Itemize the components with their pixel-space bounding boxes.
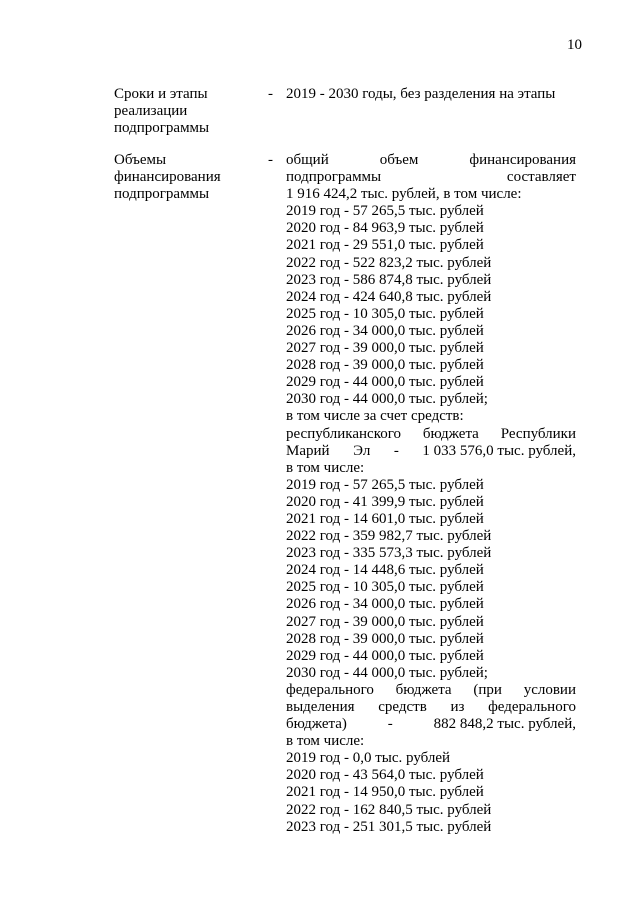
word: (при: [473, 681, 502, 698]
word: условии: [523, 681, 576, 698]
year-line: 2023 год - 335 573,3 тыс. рублей: [286, 545, 492, 562]
word: общий: [286, 152, 329, 168]
year-line: 2021 год - 14 950,0 тыс. рублей: [286, 784, 484, 801]
intro-line: [286, 169, 576, 186]
label-line: финансирования: [114, 169, 221, 186]
year-line: 2026 год - 34 000,0 тыс. рублей: [286, 596, 484, 613]
year-line: 2020 год - 43 564,0 тыс. рублей: [286, 767, 484, 784]
word: -: [393, 442, 399, 459]
deadlines-value: [286, 86, 576, 103]
word: выделения: [286, 699, 355, 715]
sources-intro: в том числе за счет средств:: [286, 408, 464, 425]
word: средств: [378, 699, 427, 715]
year-line: 2021 год - 14 601,0 тыс. рублей: [286, 510, 484, 527]
row-dash: -: [268, 152, 273, 168]
label-line: подпрограммы: [114, 186, 210, 203]
republic-line: [286, 443, 576, 460]
word: бюджета: [395, 681, 452, 698]
year-line: 2019 год - 0,0 тыс. рублей: [286, 750, 451, 767]
year-line: 2020 год - 84 963,9 тыс. рублей: [286, 220, 484, 237]
year-line: 2030 год - 44 000,0 тыс. рублей;: [286, 664, 488, 681]
word: бюджета): [286, 716, 347, 733]
year-line: 2022 год - 522 823,2 тыс. рублей: [286, 254, 492, 271]
funding-label: [114, 152, 264, 203]
word: из: [450, 699, 465, 715]
year-line: 2028 год - 39 000,0 тыс. рублей: [286, 630, 484, 647]
year-line: 2024 год - 14 448,6 тыс. рублей: [286, 562, 484, 579]
word: подпрограммы: [286, 169, 382, 186]
funding-value: [286, 152, 576, 836]
year-line: 2023 год - 251 301,5 тыс. рублей: [286, 818, 492, 835]
word: бюджета: [422, 425, 479, 442]
republic-incl: в том числе:: [286, 459, 365, 476]
federal-line: [286, 699, 576, 716]
year-line: 2019 год - 57 265,5 тыс. рублей: [286, 476, 484, 493]
word: 882 848,2 тыс. рублей,: [433, 716, 576, 733]
intro-line: [286, 152, 576, 169]
word: Республики: [500, 425, 576, 442]
year-line: 2025 год - 10 305,0 тыс. рублей: [286, 305, 484, 322]
year-line: 2021 год - 29 551,0 тыс. рублей: [286, 237, 484, 254]
year-line: 2028 год - 39 000,0 тыс. рублей: [286, 357, 484, 374]
word: объем: [379, 152, 419, 168]
word: республиканского: [286, 425, 401, 442]
federal-line: [286, 716, 576, 733]
word: составляет: [506, 169, 576, 186]
year-line: 2022 год - 162 840,5 тыс. рублей: [286, 801, 492, 818]
label-line: подпрограммы: [114, 120, 210, 137]
label-line: Сроки и этапы: [114, 86, 208, 102]
year-line: 2020 год - 41 399,9 тыс. рублей: [286, 493, 484, 510]
deadlines-label: [114, 86, 264, 137]
year-line: 2023 год - 586 874,8 тыс. рублей: [286, 271, 492, 288]
year-line: 2025 год - 10 305,0 тыс. рублей: [286, 579, 484, 596]
year-line: 2022 год - 359 982,7 тыс. рублей: [286, 528, 492, 545]
value-line: 2019 - 2030 годы, без разделения на этапы: [286, 86, 556, 102]
word: Марий: [286, 442, 330, 459]
federal-line: [286, 682, 576, 699]
year-line: 2029 год - 44 000,0 тыс. рублей: [286, 374, 484, 391]
label-line: Объемы: [114, 152, 167, 168]
word: -: [387, 716, 393, 733]
year-line: 2027 год - 39 000,0 тыс. рублей: [286, 340, 484, 357]
row-dash: -: [268, 86, 273, 102]
word: федерального: [488, 699, 576, 715]
label-line: реализации: [114, 103, 188, 120]
year-line: 2030 год - 44 000,0 тыс. рублей;: [286, 391, 488, 408]
total-amount: 1 916 424,2 тыс. рублей, в том числе:: [286, 186, 522, 203]
page-number: 10: [567, 37, 582, 53]
year-line: 2026 год - 34 000,0 тыс. рублей: [286, 322, 484, 339]
word: 1 033 576,0 тыс. рублей,: [422, 442, 576, 459]
republic-line: [286, 426, 576, 443]
word: федерального: [286, 681, 374, 698]
word: Эл: [353, 442, 371, 459]
year-line: 2029 год - 44 000,0 тыс. рублей: [286, 647, 484, 664]
year-line: 2027 год - 39 000,0 тыс. рублей: [286, 613, 484, 630]
year-line: 2024 год - 424 640,8 тыс. рублей: [286, 288, 492, 305]
word: финансирования: [469, 152, 576, 168]
federal-incl: в том числе:: [286, 733, 365, 750]
year-line: 2019 год - 57 265,5 тыс. рублей: [286, 203, 484, 220]
